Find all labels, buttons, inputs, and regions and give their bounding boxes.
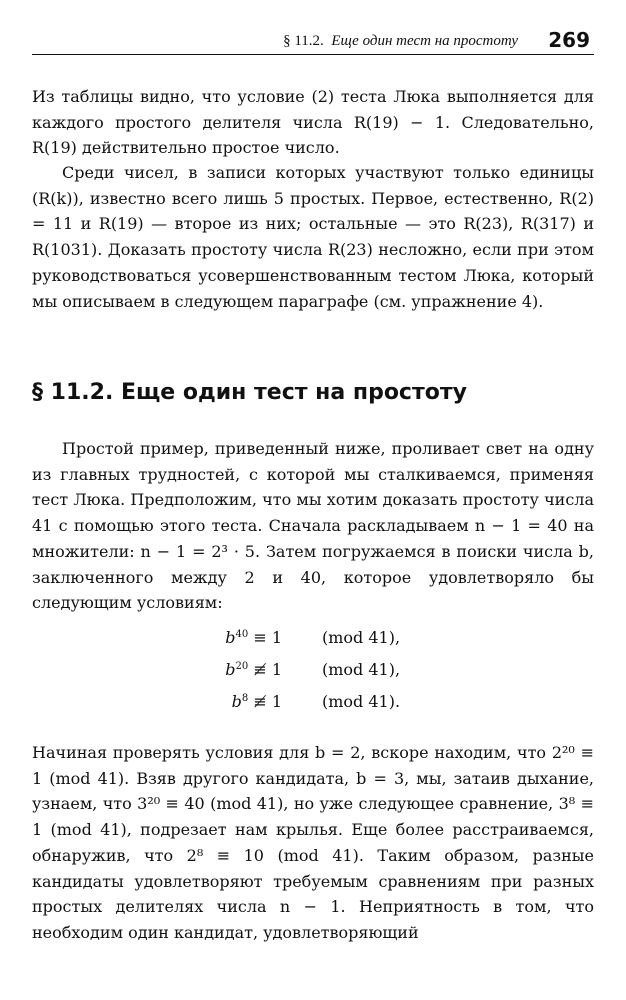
page-number: 269 xyxy=(548,28,590,52)
congruence-block xyxy=(0,628,626,724)
running-head xyxy=(32,28,594,55)
congruence-modulus: (mod 41), xyxy=(322,660,401,679)
running-head-section: § 11.2. Еще один тест на простоту xyxy=(283,33,518,49)
paragraph-1: Из таблицы видно, что условие (2) теста Люка выполняется для каждого простого делителя числа R(19) − 1. Следовательно, R(19) действительно простое число. xyxy=(32,87,594,158)
congruence-lhs: $b^{20}$ ≢ 1 xyxy=(225,660,282,679)
congruence-lhs: $b^8$ ≢ 1 xyxy=(231,692,282,711)
congruence-lhs: $b^{40} \equiv 1$ xyxy=(225,628,282,647)
congruence-row xyxy=(0,628,626,660)
congruence-modulus: (mod 41), xyxy=(322,628,401,647)
congruence-row xyxy=(0,660,626,692)
congruence-row xyxy=(0,692,626,724)
section-heading: § 11.2. Еще один тест на простоту xyxy=(32,380,467,405)
congruence-modulus: (mod 41). xyxy=(322,692,401,711)
paragraph-2: Среди чисел, в записи которых участвуют только единицы (R(k)), известно всего лишь 5 простых. Первое, естественно, R(2) = 11 и R(19) — второе из них; остальные — это R(23), R(317) и R(1031). Доказать простоту числа R(23) несложно, если при этом руководствоваться усовершенствованным тестом Люка, который мы описываем в следующем параграфе (см. упражнение 4). xyxy=(32,163,594,311)
paragraph-4: Начиная проверять условия для b = 2, вскоре находим, что 2²⁰ ≡ 1 (mod 41). Взяв другого кандидата, b = 3, мы, затаив дыхание, узнаем, что 3²⁰ ≡ 40 (mod 41), но уже следующее сравнение, 3⁸ ≡ 1 (mod 41), подрезает нам крылья. Еще более расстраиваемся, обнаружив, что 2⁸ ≡ 10 (mod 41). Таким образом, разные кандидаты удовлетворяют требуемым сравнениям при разных простых делителях числа n − 1. Неприятность в том, что необходим один кандидат, удовлетворяющий xyxy=(32,743,594,942)
paragraph-3: Простой пример, приведенный ниже, проливает свет на одну из главных трудностей, с которой мы сталкиваемся, применяя тест Люка. Предположим, что мы хотим доказать простоту числа 41 с помощью этого теста. Сначала раскладываем n − 1 = 40 на множители: n − 1 = 2³ · 5. Затем погружаемся в поиски числа b, заключенного между 2 и 40, которое удовлетворяло бы следующим условиям: xyxy=(32,439,594,613)
